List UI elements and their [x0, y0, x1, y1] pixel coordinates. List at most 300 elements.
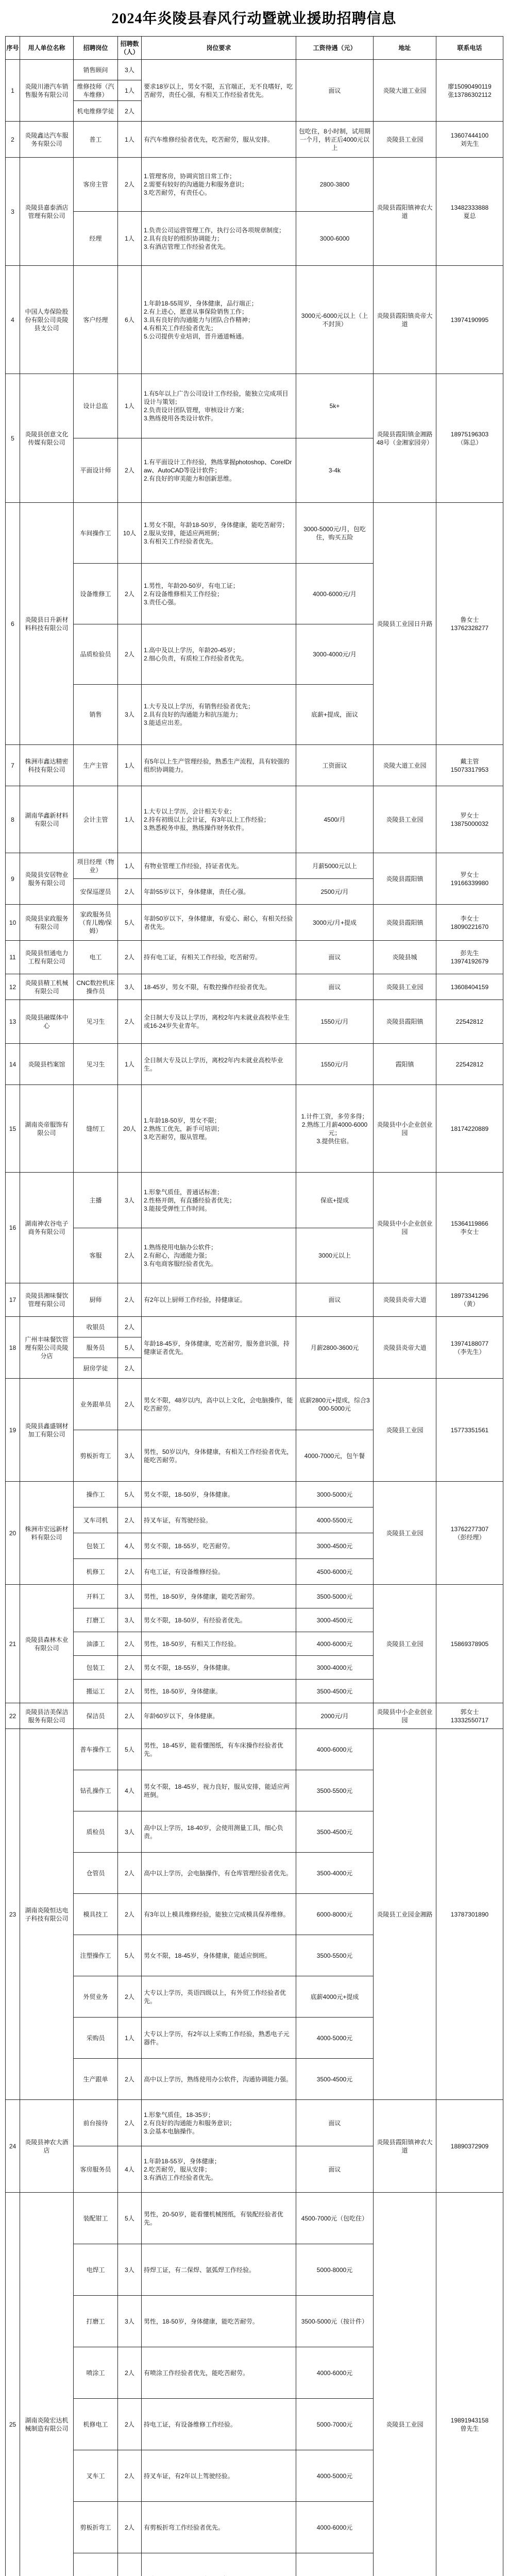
requirement-cell: 有2年以上厨师工作经验，持健康证。 [142, 1283, 296, 1317]
phone-cell: 13974190995 [436, 266, 503, 374]
address-cell: 炎陵县工业园 [374, 786, 436, 853]
requirement-cell: 1.形象气质佳，18-35岁； 2.有良好的沟通能力和服务意识； 3.会基本电脑操作。 [142, 2100, 296, 2146]
headcount-cell: 3人 [118, 1173, 142, 1228]
requirement-cell: 1.高中及以上学历，年龄20-45岁； 2.细心负责，有质检工作经验者优先。 [142, 624, 296, 685]
table-row [6, 2193, 503, 2244]
employer-name-cell: 广州丰味餐饮管理有限公司炎陵分店 [20, 1317, 74, 1379]
requirement-cell: 持有电工证，有相关工作经验，吃苦耐劳。 [142, 941, 296, 974]
table-row [6, 1482, 503, 1507]
phone-cell: 18890372909 [436, 2100, 503, 2193]
headcount-cell: 3人 [118, 60, 142, 80]
requirement-cell: 男女不限，18-50岁，有经验者优先。 [142, 1608, 296, 1632]
table-row [6, 1000, 503, 1044]
salary-cell: 3500-5500元 [296, 1770, 374, 1811]
headcount-cell: 2人 [118, 2399, 142, 2450]
requirement-cell: 1.年龄18-50岁，男女不限； 2.熟练工优先，新手可培训； 3.吃苦耐劳，服从管理。 [142, 1085, 296, 1173]
table-row [6, 1729, 503, 1770]
headcount-cell: 2人 [118, 1894, 142, 1935]
requirement-cell: 男性，18-50岁，有相关工作经验。 [142, 1632, 296, 1656]
salary-cell: 月薪2800-3600元 [296, 1317, 374, 1379]
requirement-cell: 有汽车维修经验者优先，吃苦耐劳，服从安排。 [142, 122, 296, 158]
headcount-cell [118, 2553, 142, 2576]
table-row [6, 158, 503, 212]
requirement-cell: 男性，50岁以内，身体健康，有相关工作经验者优先，能吃苦耐劳。 [142, 1430, 296, 1482]
seq-cell: 1 [6, 60, 20, 122]
headcount-cell: 2人 [118, 1703, 142, 1729]
headcount-cell: 3人 [118, 2296, 142, 2347]
requirement-cell: 有物业管理工作经验，持证者优先。 [142, 853, 296, 879]
address-cell: 炎陵县霞阳镇神农大道 [374, 2100, 436, 2193]
headcount-cell: 2人 [118, 1680, 142, 1703]
headcount-cell: 20人 [118, 1085, 142, 1173]
position-cell: 主播 [74, 1173, 118, 1228]
position-cell: 品质检验员 [74, 624, 118, 685]
position-cell: 机电维修学徒 [74, 101, 118, 122]
table-row [6, 1379, 503, 1430]
table-row [6, 374, 503, 438]
position-cell: 普工 [74, 122, 118, 158]
requirement-cell: 1.男女不限，年龄18-50岁，身体健康，能吃苦耐劳； 2.服从安排，能适应两班倒； 3.有相关工作经验者优先。 [142, 503, 296, 564]
salary-cell: 3000-4000元 [296, 1656, 374, 1680]
seq-cell: 24 [6, 2100, 20, 2193]
position-cell: 客户经理 [74, 266, 118, 374]
address-cell: 炎陵县工业园 [374, 1482, 436, 1585]
salary-cell: 3500-5000元（按计件） [296, 2296, 374, 2347]
phone-cell: 13762277307 （彭经理） [436, 1482, 503, 1585]
position-cell: 喷涂工 [74, 2347, 118, 2399]
position-cell: 机修电工 [74, 2399, 118, 2450]
seq-cell: 7 [6, 745, 20, 786]
seq-cell: 9 [6, 853, 20, 905]
position-cell: 质检员 [74, 1811, 118, 1853]
position-cell: 剪板折弯工 [74, 2502, 118, 2553]
headcount-cell: 2人 [118, 1559, 142, 1585]
requirement-cell: 1.有平面设计工作经验，熟练掌握photoshop、CorelDraw、AutoCAD等设计软件； 2.有良好的审美能力和创新思维。 [142, 438, 296, 503]
page-title: 2024年炎陵县春风行动暨就业援助招聘信息 [111, 11, 397, 27]
phone-cell: 22542812 [436, 1000, 503, 1044]
employer-name-cell: 炎陵县家政服务有限公司 [20, 905, 74, 941]
requirement-cell: 大专以上学历，英语四级以上，有外贸工作经验者优先。 [142, 1976, 296, 2018]
requirement-cell: 年龄55岁以下，身体健康，责任心强。 [142, 879, 296, 905]
position-cell: 钻孔操作工 [74, 1770, 118, 1811]
position-cell: 家政服务员（育儿嫂/保姆） [74, 905, 118, 941]
requirement-cell: 全日制大专及以上学历，离校2年内未就业高校毕业生或16-24岁失业青年。 [142, 1000, 296, 1044]
table-header-row [6, 37, 503, 60]
requirement-cell: 年龄60岁以下，身体健康。 [142, 1703, 296, 1729]
requirement-cell: 男女不限，18-50岁，身体健康。 [142, 1482, 296, 1507]
requirement-cell: 男性，18-50岁，身体健康。 [142, 1680, 296, 1703]
salary-cell: 面议 [296, 2146, 374, 2193]
employer-name-cell: 炎陵县鑫盛钢材加工有限公司 [20, 1379, 74, 1482]
salary-cell: 3000元以上 [296, 1228, 374, 1283]
salary-cell: 4000-5500元 [296, 1507, 374, 1533]
headcount-cell: 1人 [118, 853, 142, 879]
headcount-cell: 2人 [118, 2059, 142, 2100]
headcount-cell: 2人 [118, 941, 142, 974]
seq-cell: 16 [6, 1173, 20, 1283]
position-cell: 业务跟单员 [74, 1379, 118, 1430]
phone-cell: 戴主管 15073317953 [436, 745, 503, 786]
table-row [6, 1173, 503, 1228]
table-row [6, 745, 503, 786]
headcount-cell: 2人 [118, 1000, 142, 1044]
position-cell: 机修工 [74, 1559, 118, 1585]
salary-cell: 4500-6000元 [296, 1559, 374, 1585]
position-cell: 叉车工 [74, 2450, 118, 2502]
employer-name-cell: 炎陵县安居物业服务有限公司 [20, 853, 74, 905]
position-cell: 模具技工 [74, 1894, 118, 1935]
salary-cell: 1550元/月 [296, 1044, 374, 1085]
seq-cell: 11 [6, 941, 20, 974]
phone-cell: 15773351561 [436, 1379, 503, 1482]
phone-cell: 彭先生 13974192679 [436, 941, 503, 974]
requirement-cell: 1.大专以上学历，会计相关专业； 2.持有初级以上会计证，有3年以上工作经验； 3.熟悉税务申报，熟练操作财务软件。 [142, 786, 296, 853]
headcount-cell: 5人 [118, 2193, 142, 2244]
table-row [6, 266, 503, 374]
requirement-cell: 男女不限，18-45岁，身体健康，能适应倒班。 [142, 1935, 296, 1976]
requirement-cell: 年龄50岁以下，身体健康，有爱心、耐心，有相关经验者优先。 [142, 905, 296, 941]
position-cell: 操作工 [74, 1482, 118, 1507]
headcount-cell: 3人 [118, 2244, 142, 2296]
headcount-cell: 2人 [118, 1283, 142, 1317]
salary-cell: 1.计件工资，多劳多得； 2.熟练工月薪4000-6000元； 3.提供住宿。 [296, 1085, 374, 1173]
employer-name-cell: 炎陵县恒通电力工程有限公司 [20, 941, 74, 974]
headcount-cell: 2人 [118, 101, 142, 122]
position-cell: 见习生 [74, 1044, 118, 1085]
employer-name-cell: 湖南炎帝服饰有限公司 [20, 1085, 74, 1173]
address-cell: 炎陵县中小企业创业园 [374, 1173, 436, 1283]
header-phone: 联系电话 [436, 37, 503, 60]
headcount-cell: 5人 [118, 1337, 142, 1358]
address-cell: 炎陵县霞阳镇 [374, 1000, 436, 1044]
employer-name-cell: 炎陵县档案馆 [20, 1044, 74, 1085]
salary-cell: 面议 [296, 974, 374, 1000]
position-cell: 收银员 [74, 1317, 118, 1337]
headcount-cell: 1人 [118, 374, 142, 438]
address-cell: 炎陵县工业园 [374, 122, 436, 158]
position-cell: 客服 [74, 1228, 118, 1283]
header-requirement: 岗位要求 [142, 37, 296, 60]
headcount-cell: 2人 [118, 879, 142, 905]
requirement-cell: 全日制大专及以上学历，离校2年内未就业高校毕业生。 [142, 1044, 296, 1085]
headcount-cell: 2人 [118, 564, 142, 624]
salary-cell: 4500/月 [296, 786, 374, 853]
headcount-cell: 2人 [118, 1656, 142, 1680]
requirement-cell: 男女不限，18-55岁，吃苦耐劳。 [142, 1533, 296, 1559]
address-cell: 炎陵县霞阳镇神农大道 [374, 158, 436, 266]
seq-cell: 17 [6, 1283, 20, 1317]
requirement-cell: 1.熟练使用电脑办公软件； 2.有耐心，沟通能力强； 3.有电商客服经验者优先。 [142, 1228, 296, 1283]
seq-cell: 25 [6, 2193, 20, 2576]
requirement-cell: 男女不限，18-55岁，身体健康。 [142, 1656, 296, 1680]
position-cell: 保洁员 [74, 1703, 118, 1729]
salary-cell: 3000-4500元 [296, 1533, 374, 1559]
address-cell: 炎陵县工业园 [374, 1585, 436, 1703]
position-cell: 搬运工 [74, 1680, 118, 1703]
salary-cell: 工资面议 [296, 745, 374, 786]
position-cell: 客房主管 [74, 158, 118, 212]
requirement-cell: 要求18岁以上，男女不限，五官端正，无不良嗜好，吃苦耐劳，责任心强，有相关工作经验者优先。 [142, 60, 296, 122]
position-cell: 包装工 [74, 1656, 118, 1680]
headcount-cell: 6人 [118, 266, 142, 374]
salary-cell: 3000-5000元 [296, 1482, 374, 1507]
requirement-cell: 男女不限，48岁以内，高中以上文化，会电脑操作，能吃苦耐劳。 [142, 1379, 296, 1430]
table-row [6, 1703, 503, 1729]
position-cell: 厨房学徒 [74, 1358, 118, 1379]
seq-cell: 23 [6, 1729, 20, 2100]
position-cell: 普车操作工 [74, 1729, 118, 1770]
salary-cell: 3-4k [296, 438, 374, 503]
employer-name-cell: 炎陵县洁美保洁服务有限公司 [20, 1703, 74, 1729]
headcount-cell: 2人 [118, 1379, 142, 1430]
address-cell: 炎陵县炎帝大道 [374, 1283, 436, 1317]
headcount-cell: 1人 [118, 80, 142, 101]
position-cell: 缝纫工 [74, 1085, 118, 1173]
seq-cell: 10 [6, 905, 20, 941]
headcount-cell: 2人 [118, 1358, 142, 1379]
salary-cell: 面议 [296, 2100, 374, 2146]
salary-cell: 3500-4000元 [296, 1853, 374, 1894]
employer-name-cell: 炎陵川港汽车销售服务有限公司 [20, 60, 74, 122]
phone-cell: 13607444100 刘先生 [436, 122, 503, 158]
employer-name-cell: 炎陵县融媒体中心 [20, 1000, 74, 1044]
table-row [6, 2100, 503, 2146]
salary-cell: 3000元/月+提成 [296, 905, 374, 941]
requirement-cell: 1.负责公司运营管理工作，执行公司各项规章制度； 2.具有良好的组织协调能力； 3.有酒店管理工作经验者优先。 [142, 212, 296, 266]
requirement-cell: 年龄18-45岁，身体健康，吃苦耐劳，服务意识强，持健康证者优先。 [142, 1317, 296, 1379]
headcount-cell: 2人 [118, 2502, 142, 2553]
requirement-cell: 有3年以上模具维修经验，能独立完成模具保养维修。 [142, 1894, 296, 1935]
salary-cell: 3000-4500元 [296, 1608, 374, 1632]
employer-name-cell: 炎陵县神农大酒店 [20, 2100, 74, 2193]
phone-cell: 13787301890 [436, 1729, 503, 2100]
phone-cell: 19891943158 曾先生 [436, 2193, 503, 2576]
requirement-cell: 男性，18-50岁，身体健康，能吃苦耐劳。 [142, 1585, 296, 1608]
salary-cell: 3500-4500元 [296, 2059, 374, 2100]
table-row [6, 60, 503, 80]
salary-cell: 底薪2800元+提成，综合3000-5000元 [296, 1379, 374, 1430]
salary-cell: 4500-7000元（包吃住） [296, 2193, 374, 2244]
table-row [6, 974, 503, 1000]
phone-cell: 18975196303 （陈总） [436, 374, 503, 503]
position-cell: 装配钳工 [74, 2193, 118, 2244]
requirement-cell: 1.年龄18-55周岁，身体健康，品行端正； 2.有上进心，愿意从事保险销售工作； 3.具有良好的沟通能力与团队合作精神； 4.有相关工作经验者优先； 5.公司提供专业培训，晋升通道畅通。 [142, 266, 296, 374]
salary-cell: 3000元-6000元以上（上不封顶） [296, 266, 374, 374]
salary-cell: 3000-4000元/月 [296, 624, 374, 685]
employer-name-cell: 炎陵县湘味餐饮管理有限公司 [20, 1283, 74, 1317]
salary-cell: 月薪5000元以上 [296, 853, 374, 879]
requirement-cell: 男女不限，18-45岁，视力良好，服从安排，能适应两班倒。 [142, 1770, 296, 1811]
salary-cell: 3500-4500元 [296, 1811, 374, 1853]
address-cell: 炎陵县霞阳镇金湘路48号（金湘家园旁） [374, 374, 436, 503]
address-cell: 炎陵县工业园金湘路 [374, 1729, 436, 2100]
requirement-cell: 有5年以上生产管理经验，熟悉生产流程，具有较强的组织协调能力。 [142, 745, 296, 786]
headcount-cell: 10人 [118, 503, 142, 564]
salary-cell: 4000-5000元 [296, 2450, 374, 2502]
headcount-cell: 1人 [118, 2018, 142, 2059]
position-cell: 安保巡逻员 [74, 879, 118, 905]
headcount-cell: 4人 [118, 2146, 142, 2193]
phone-cell: 22542812 [436, 1044, 503, 1085]
position-cell: 电焊工 [74, 2244, 118, 2296]
position-cell: 项目经理（物业） [74, 853, 118, 879]
address-cell: 炎陵县工业园日升路 [374, 503, 436, 745]
salary-cell: 3500-5000元 [296, 1585, 374, 1608]
requirement-cell: 男性，18-45岁，能看懂图纸，有车床操作经验者优先。 [142, 1729, 296, 1770]
requirement-cell: 持焊工证，有二保焊、氩弧焊工作经验。 [142, 2244, 296, 2296]
headcount-cell: 2人 [118, 1228, 142, 1283]
requirement-cell: 1.有5年以上广告公司设计工作经验，能独立完成项目设计与策划； 2.负责设计团队管理，审核设计方案； 3.熟练使用各类设计软件。 [142, 374, 296, 438]
phone-cell: 廖15090490119 张13786302112 [436, 60, 503, 122]
salary-cell: 面议 [296, 60, 374, 122]
headcount-cell: 2人 [118, 158, 142, 212]
requirement-cell: 高中以上学历，熟练使用办公软件，沟通协调能力强。 [142, 2059, 296, 2100]
employer-name-cell: 湖南炎陵宏达机械制造有限公司 [20, 2193, 74, 2576]
address-cell: 炎陵县霞阳镇 [374, 905, 436, 941]
salary-cell: 4000-5000元 [296, 2018, 374, 2059]
phone-cell: 18174220889 [436, 1085, 503, 1173]
position-cell: 打磨工 [74, 2296, 118, 2347]
headcount-cell: 2人 [118, 1853, 142, 1894]
position-cell: 生产主管 [74, 745, 118, 786]
phone-cell: 18973341296 （黄） [436, 1283, 503, 1317]
seq-cell: 4 [6, 266, 20, 374]
salary-cell: 5k+ [296, 374, 374, 438]
seq-cell: 5 [6, 374, 20, 503]
salary-cell: 3000-6000 [296, 212, 374, 266]
requirement-cell: 有喷涂工作经验者优先，能吃苦耐劳。 [142, 2347, 296, 2399]
position-cell: 设备维修工 [74, 564, 118, 624]
phone-cell: 15364119866 李女士 [436, 1173, 503, 1283]
headcount-cell: 2人 [118, 624, 142, 685]
phone-cell: 罗女士 19166339980 [436, 853, 503, 905]
employer-name-cell: 炎陵县嘉泰酒店管理有限公司 [20, 158, 74, 266]
position-cell: 包装工 [74, 1533, 118, 1559]
seq-cell: 14 [6, 1044, 20, 1085]
employer-name-cell: 株洲市鑫达精密科技有限公司 [20, 745, 74, 786]
salary-cell: 面议 [296, 941, 374, 974]
table-row [6, 122, 503, 158]
seq-cell: 12 [6, 974, 20, 1000]
requirement-cell: 1.形象气质佳，普通话标准； 2.性格开朗，有直播经验者优先； 3.能接受弹性工作时间。 [142, 1173, 296, 1228]
position-cell: CNC数控机床操作员 [74, 974, 118, 1000]
seq-cell: 18 [6, 1317, 20, 1379]
requirement-cell: 1.男性，年龄20-50岁，有电工证； 2.有设备维修相关工作经验； 3.责任心强。 [142, 564, 296, 624]
position-cell: 经理 [74, 212, 118, 266]
table-row [6, 1283, 503, 1317]
table-row [6, 1317, 503, 1337]
salary-cell: 保底+提成 [296, 1173, 374, 1228]
requirement-cell: 男性，18-50岁，身体健康，能吃苦耐劳。 [142, 2296, 296, 2347]
salary-cell: 5000-8000元 [296, 2244, 374, 2296]
phone-cell: 罗女士 13875000032 [436, 786, 503, 853]
salary-cell: 4000-6000元 [296, 2502, 374, 2553]
phone-cell: 郭女士 13332550717 [436, 1703, 503, 1729]
phone-cell: 李女士 18090221670 [436, 905, 503, 941]
header-count: 招聘数（人） [118, 37, 142, 60]
salary-cell: 3500-4500元 [296, 1680, 374, 1703]
requirement-cell: 持电工证，有设备维修工作经验。 [142, 2399, 296, 2450]
headcount-cell: 2人 [118, 1976, 142, 2018]
position-cell: 生产跟单 [74, 2059, 118, 2100]
headcount-cell: 3人 [118, 974, 142, 1000]
salary-cell: 1550元/月 [296, 1000, 374, 1044]
seq-cell: 13 [6, 1000, 20, 1044]
employer-name-cell: 炎陵县精工机械有限公司 [20, 974, 74, 1000]
employer-name-cell: 湖南华鑫新材料有限公司 [20, 786, 74, 853]
position-cell: 维修技师（汽车维修） [74, 80, 118, 101]
headcount-cell: 1人 [118, 1044, 142, 1085]
seq-cell: 6 [6, 503, 20, 745]
headcount-cell: 2人 [118, 438, 142, 503]
salary-cell: 底薪4000元+提成 [296, 1976, 374, 2018]
position-cell: 服务员 [74, 1337, 118, 1358]
position-cell: 前台接待 [74, 2100, 118, 2146]
table-row [6, 1585, 503, 1608]
position-cell: 叉车司机 [74, 1507, 118, 1533]
headcount-cell: 2人 [118, 1507, 142, 1533]
seq-cell: 3 [6, 158, 20, 266]
header-employer: 用人单位名称 [20, 37, 74, 60]
address-cell: 炎陵县工业园 [374, 1379, 436, 1482]
employer-name-cell: 炎陵鑫达汽车服务有限公司 [20, 122, 74, 158]
position-cell: 打磨工 [74, 1608, 118, 1632]
address-cell: 炎陵县工业园 [374, 2193, 436, 2576]
requirement-cell: 18-45岁，男女不限，有数控操作经验者优先。 [142, 974, 296, 1000]
position-cell: 采购员 [74, 2018, 118, 2059]
seq-cell: 19 [6, 1379, 20, 1482]
table-row [6, 1085, 503, 1173]
position-cell: 会计主管 [74, 786, 118, 853]
requirement-cell: 男性，20-50岁，能看懂机械图纸，有装配经验者优先。 [142, 2193, 296, 2244]
seq-cell: 15 [6, 1085, 20, 1173]
salary-cell: 4000-6000元/月 [296, 564, 374, 624]
salary-cell: 包吃住，8小时制，试用期一个月，转正后4000元以上 [296, 122, 374, 158]
headcount-cell: 3人 [118, 685, 142, 745]
address-cell: 炎陵县城 [374, 941, 436, 974]
salary-cell: 2800-3800 [296, 158, 374, 212]
headcount-cell: 5人 [118, 905, 142, 941]
headcount-cell: 2人 [118, 2450, 142, 2502]
position-cell: 平面设计师 [74, 438, 118, 503]
headcount-cell: 1人 [118, 786, 142, 853]
headcount-cell: 5人 [118, 1729, 142, 1770]
requirement-cell: 持叉车证，有2年以上驾驶经验。 [142, 2450, 296, 2502]
position-cell: 厨师 [74, 1283, 118, 1317]
requirement-cell: 高中以上学历，18-40岁，会使用测量工具，细心负责。 [142, 1811, 296, 1853]
address-cell: 霞阳镇 [374, 1044, 436, 1085]
position-cell: 剪板折弯工 [74, 1430, 118, 1482]
address-cell: 炎陵县霞阳镇炎帝大道 [374, 266, 436, 374]
salary-cell: 4000-6000元 [296, 1729, 374, 1770]
seq-cell: 2 [6, 122, 20, 158]
headcount-cell: 3人 [118, 1585, 142, 1608]
phone-cell: 13482333888 夏总 [436, 158, 503, 266]
employer-name-cell: 炎陵县日升新材料科技有限公司 [20, 503, 74, 745]
phone-cell: 鲁女士 13762328277 [436, 503, 503, 745]
salary-cell [296, 2553, 374, 2576]
address-cell: 炎陵县炎帝大道 [374, 1317, 436, 1379]
position-cell: 注塑操作工 [74, 1935, 118, 1976]
employer-name-cell: 株洲市宏远新材料有限公司 [20, 1482, 74, 1585]
address-cell: 炎陵大道工业园 [374, 60, 436, 122]
employer-name-cell: 炎陵县森林木业有限公司 [20, 1585, 74, 1703]
headcount-cell: 2人 [118, 1317, 142, 1337]
salary-cell: 3000-5000元/月，包吃住，购买五险 [296, 503, 374, 564]
salary-cell: 2500元/月 [296, 879, 374, 905]
headcount-cell: 2人 [118, 2100, 142, 2146]
salary-cell: 2000元/月 [296, 1703, 374, 1729]
